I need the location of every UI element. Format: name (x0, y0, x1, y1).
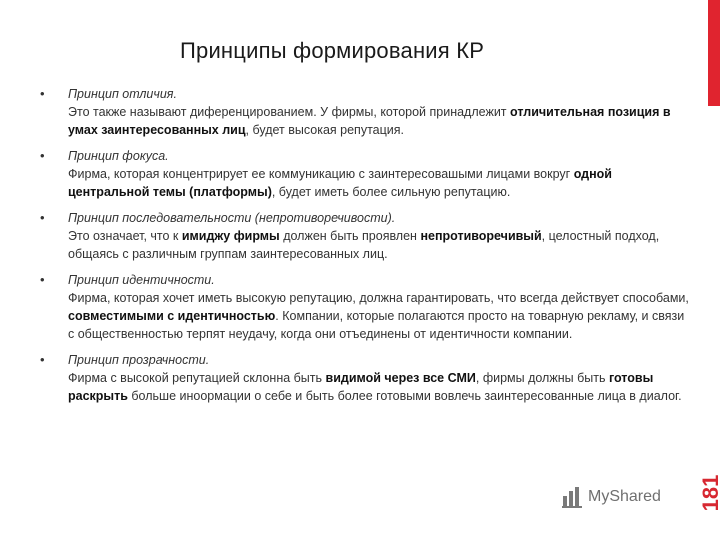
plain-text: Фирма, которая концентрирует ее коммуникацию с заинтересовашыми лицами вокруг (68, 167, 574, 181)
bullet-marker: • (40, 272, 45, 287)
principle-heading: Принцип прозрачности. (68, 353, 210, 367)
plain-text: Фирма с высокой репутацией склонна быть (68, 371, 326, 385)
principle-text (68, 165, 690, 201)
principle-item (40, 352, 690, 405)
bullet-marker: • (40, 352, 45, 367)
principle-text (68, 227, 690, 263)
emphasis-text: одной центральной темы (платформы) (68, 167, 612, 199)
emphasis-text: отличительная позиция в умах заинтересованных лиц (68, 105, 671, 137)
accent-bar (708, 0, 720, 106)
plain-text: Это означает, что к (68, 229, 182, 243)
principle-text (68, 289, 690, 343)
plain-text: . Компании, которые полагаются просто на товарную рекламу, и связи с общественностью терпят неудачу, когда они отъединены от идентичности компании. (68, 309, 685, 341)
emphasis-text: совместимыми с идентичностью (68, 309, 276, 323)
plain-text: Фирма, которая хочет иметь высокую репутацию, должна гарантировать, что всегда действует способами, (68, 291, 689, 305)
emphasis-text: видимой через все СМИ (325, 371, 476, 385)
plain-text: , будет высокая репутация. (245, 123, 404, 137)
watermark-logo (562, 486, 661, 508)
principle-item (40, 272, 690, 343)
plain-text: больше иноормации о себе и быть более готовыми вовлечь заинтересованные лица в диалог. (127, 389, 682, 403)
principles-list (40, 86, 690, 414)
principle-heading: Принцип последовательности (непротиворечивости). (68, 211, 396, 225)
principle-item (40, 148, 690, 201)
slide-number: 181 (698, 474, 723, 512)
principle-heading: Принцип идентичности. (68, 273, 215, 287)
emphasis-text: готовы раскрыть (68, 371, 654, 403)
plain-text: , фирмы должны быть (475, 371, 609, 385)
plain-text: , целостный подход, общаясь с различным группам заинтересованных лиц. (68, 229, 660, 261)
principle-heading: Принцип отличия. (68, 87, 177, 101)
principle-text (68, 369, 690, 405)
bullet-marker: • (40, 210, 45, 225)
principle-text (68, 103, 690, 139)
principle-heading: Принцип фокуса. (68, 149, 169, 163)
bar-chart-icon (562, 486, 584, 508)
slide-title: Принципы формирования КР (180, 38, 485, 63)
emphasis-text: имиджу фирмы (181, 229, 280, 243)
emphasis-text: непротиворечивый (420, 229, 542, 243)
watermark-text: MyShared (588, 488, 661, 505)
plain-text: Это также называют диференцированием. У фирмы, которой принадлежит (68, 105, 510, 119)
plain-text: , будет иметь более сильную репутацию. (271, 185, 511, 199)
principle-item (40, 210, 690, 263)
bullet-marker: • (40, 86, 45, 101)
bullet-marker: • (40, 148, 45, 163)
principle-item (40, 86, 690, 139)
plain-text: должен быть проявлен (279, 229, 421, 243)
